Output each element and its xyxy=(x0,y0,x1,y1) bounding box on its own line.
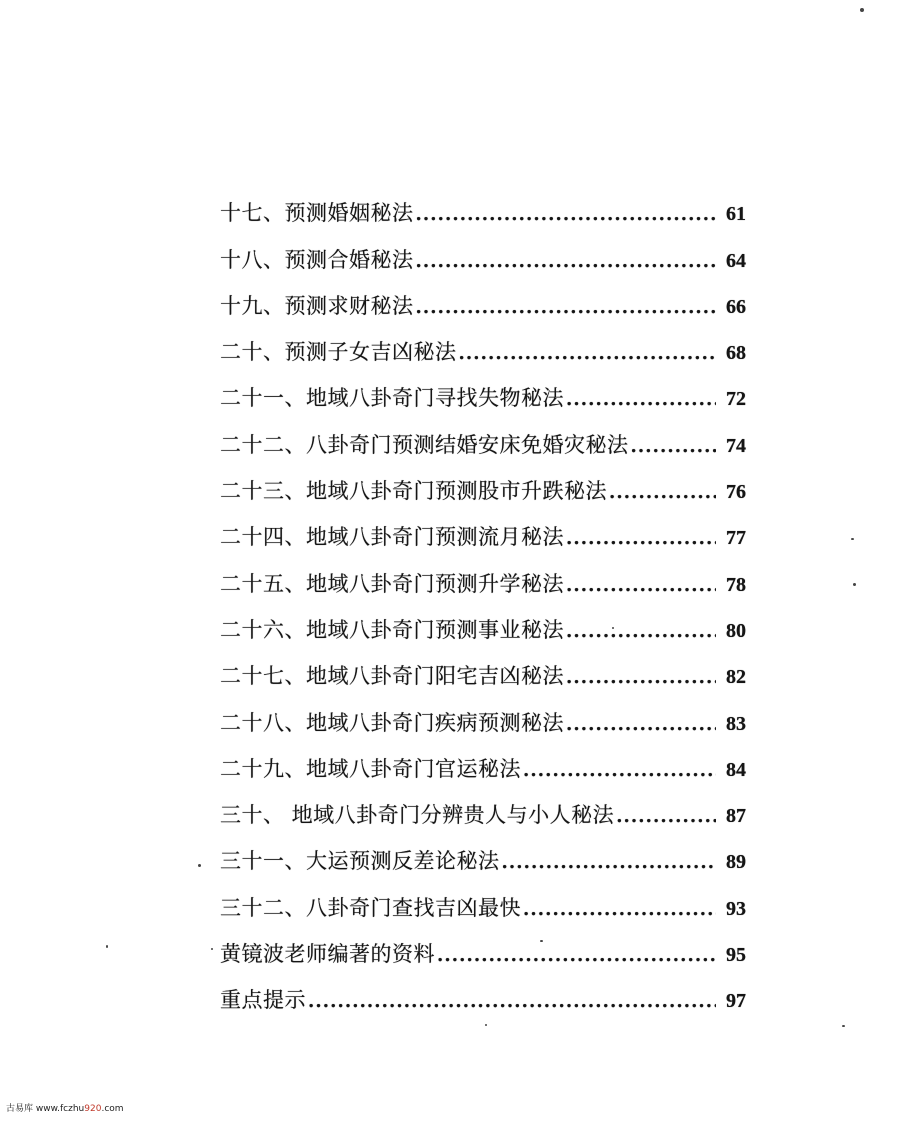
scan-speck xyxy=(842,1025,845,1027)
dot-leader xyxy=(566,391,716,409)
toc-entry[interactable] xyxy=(220,641,746,687)
dot-leader xyxy=(416,253,717,271)
toc-entry[interactable] xyxy=(220,271,746,317)
toc-entry-title: 三十二、八卦奇门查找吉凶最快 xyxy=(220,895,521,920)
dot-leader xyxy=(416,299,717,317)
scan-speck xyxy=(853,583,856,586)
toc-entry-title: 二十四、地域八卦奇门预测流月秘法 xyxy=(220,525,564,550)
toc-entry-title: 二十二、八卦奇门预测结婚安床免婚灾秘法 xyxy=(220,432,629,457)
toc-entry[interactable] xyxy=(220,178,746,224)
dot-leader xyxy=(459,345,717,363)
site-url-suffix: .com xyxy=(101,1104,124,1114)
dot-leader xyxy=(566,623,716,641)
scan-speck xyxy=(211,948,213,950)
toc-entry[interactable] xyxy=(220,780,746,826)
toc-entry[interactable] xyxy=(220,224,746,270)
toc-entry-title: 二十九、地域八卦奇门官运秘法 xyxy=(220,756,521,781)
toc-entry-page: 77 xyxy=(726,527,746,550)
toc-entry-title: 三十一、大运预测反差论秘法 xyxy=(220,849,500,874)
dot-leader xyxy=(437,947,716,965)
toc-entry-page: 89 xyxy=(726,851,746,874)
toc-entry-title: 三十、 地域八卦奇门分辨贵人与小人秘法 xyxy=(220,803,615,828)
toc-entry-page: 78 xyxy=(726,573,746,596)
toc-entry-title: 二十六、地域八卦奇门预测事业秘法 xyxy=(220,617,564,642)
scan-speck xyxy=(540,940,543,942)
dot-leader xyxy=(566,669,716,687)
toc-entry-page: 97 xyxy=(726,990,746,1013)
toc-entry-page: 72 xyxy=(726,388,746,411)
toc-entry-page: 61 xyxy=(726,203,746,226)
toc-entry-page: 95 xyxy=(726,944,746,967)
toc-entry[interactable] xyxy=(220,965,746,1011)
dot-leader xyxy=(502,854,717,872)
toc-entry[interactable] xyxy=(220,826,746,872)
toc-entry[interactable] xyxy=(220,363,746,409)
toc-entry-title: 二十三、地域八卦奇门预测股市升跌秘法 xyxy=(220,479,607,504)
toc-entry-page: 74 xyxy=(726,434,746,457)
scan-speck xyxy=(198,864,201,867)
site-name: 古易库 xyxy=(6,1104,34,1114)
dot-leader xyxy=(566,577,716,595)
toc-entry-page: 64 xyxy=(726,249,746,272)
toc-entry[interactable] xyxy=(220,456,746,502)
toc-entry[interactable] xyxy=(220,872,746,918)
scan-speck xyxy=(106,945,108,948)
toc-entry[interactable] xyxy=(220,919,746,965)
toc-entry[interactable] xyxy=(220,687,746,733)
scan-speck xyxy=(612,627,614,629)
toc-entry[interactable] xyxy=(220,548,746,594)
toc-entry-page: 66 xyxy=(726,295,746,318)
toc-entry-title: 二十五、地域八卦奇门预测升学秘法 xyxy=(220,571,564,596)
toc-entry[interactable] xyxy=(220,595,746,641)
toc-entry-title: 十七、预测婚姻秘法 xyxy=(220,201,414,226)
dot-leader xyxy=(308,993,716,1011)
watermark-footer xyxy=(6,1101,124,1114)
toc-entry-title: 二十一、地域八卦奇门寻找失物秘法 xyxy=(220,386,564,411)
toc-entry[interactable] xyxy=(220,734,746,780)
toc-entry-page: 76 xyxy=(726,481,746,504)
dot-leader xyxy=(616,808,716,826)
toc-entry-page: 68 xyxy=(726,342,746,365)
scan-speck xyxy=(485,1024,487,1026)
dot-leader xyxy=(609,484,716,502)
toc-entry[interactable] xyxy=(220,409,746,455)
table-of-contents xyxy=(220,178,746,1011)
toc-entry-page: 83 xyxy=(726,712,746,735)
toc-entry[interactable] xyxy=(220,502,746,548)
toc-entry-title: 二十、预测子女吉凶秘法 xyxy=(220,340,457,365)
toc-entry-page: 84 xyxy=(726,758,746,781)
toc-entry-title: 二十七、地域八卦奇门阳宅吉凶秘法 xyxy=(220,664,564,689)
dot-leader xyxy=(416,206,717,224)
toc-entry-title: 黄镜波老师编著的资料 xyxy=(220,942,435,967)
toc-entry-title: 十九、预测求财秘法 xyxy=(220,293,414,318)
scan-speck xyxy=(851,538,854,540)
toc-entry-page: 93 xyxy=(726,897,746,920)
scan-speck xyxy=(860,8,864,12)
dot-leader xyxy=(523,901,716,919)
toc-entry-page: 87 xyxy=(726,805,746,828)
site-url-prefix: www.fczhu xyxy=(35,1104,85,1114)
toc-entry-page: 80 xyxy=(726,619,746,642)
toc-entry-title: 重点提示 xyxy=(220,988,306,1013)
site-url-number: 920 xyxy=(84,1104,102,1114)
dot-leader xyxy=(631,438,717,456)
dot-leader xyxy=(523,762,716,780)
toc-entry-title: 二十八、地域八卦奇门疾病预测秘法 xyxy=(220,710,564,735)
dot-leader xyxy=(566,530,716,548)
dot-leader xyxy=(566,716,716,734)
toc-entry-page: 82 xyxy=(726,666,746,689)
toc-entry-title: 十八、预测合婚秘法 xyxy=(220,247,414,272)
toc-entry[interactable] xyxy=(220,317,746,363)
